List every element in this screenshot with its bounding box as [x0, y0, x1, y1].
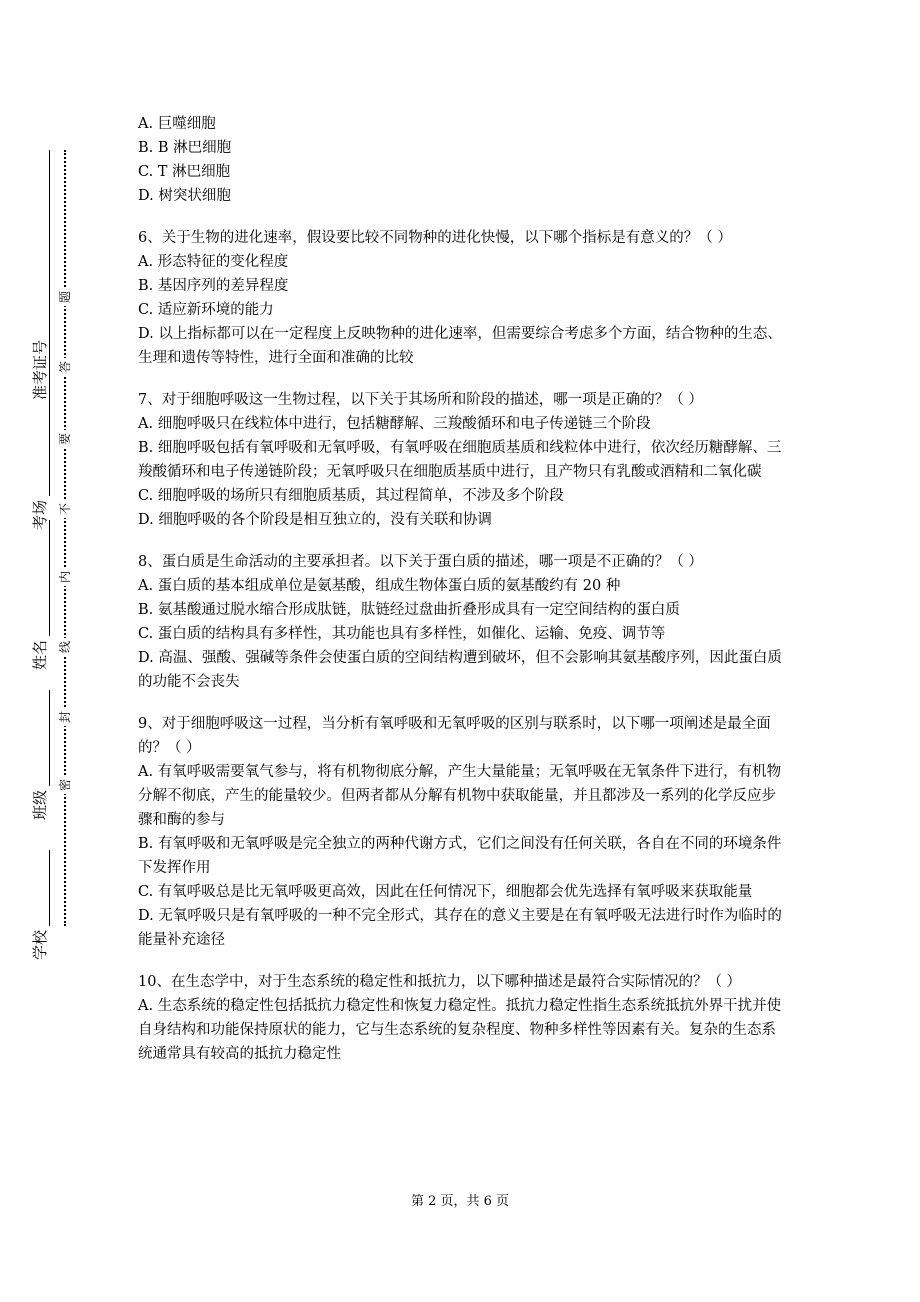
question-7: [138, 388, 788, 532]
seal-char: 内: [56, 568, 74, 586]
seal-char: 不: [56, 500, 74, 518]
option-line: A. 有氧呼吸需要氧气参与，将有机物彻底分解，产生大量能量；无氧呼吸在无氧条件下进行，有机物分解不彻底，产生的能量较少。但两者都从分解有机物中获取能量，并且都涉及一系列的化学反应步骤和酶的参与: [138, 764, 782, 828]
option-line: A. 生态系统的稳定性包括抵抗力稳定性和恢复力稳定性。抵抗力稳定性指生态系统抵抗外界干扰并使自身结构和功能保持原状的能力，它与生态系统的复杂程度、物种多样性等因素有关。复杂的生态系统通常具有较高的抵抗力稳定性: [138, 998, 782, 1062]
question-5-options: [138, 112, 788, 208]
question-10: [138, 970, 788, 1066]
option-line: C. 有氧呼吸总是比无氧呼吸更高效，因此在任何情况下，细胞都会优先选择有氧呼吸来获取能量: [138, 884, 753, 900]
option-line: D. 细胞呼吸的各个阶段是相互独立的，没有关联和协调: [138, 512, 492, 528]
seal-char: 线: [56, 638, 74, 656]
option-line: D. 高温、强酸、强碱等条件会使蛋白质的空间结构遭到破坏，但不会影响其氨基酸序列，因此蛋白质的功能不会丧失: [138, 650, 782, 690]
seal-char: 密: [56, 776, 74, 794]
school-field[interactable]: [12, 850, 60, 1100]
page-number: 第 2 页，共 6 页: [410, 1194, 510, 1209]
option-line: A. 形态特征的变化程度: [138, 254, 289, 270]
question-stem: 6、关于生物的进化速率，假设要比较不同物种的进化快慢，以下哪个指标是有意义的？（ ）: [138, 230, 732, 246]
exam-id-underline[interactable]: [29, 150, 50, 336]
question-9: [138, 712, 788, 952]
seal-char: 封: [56, 708, 74, 726]
exam-room-label: 考场: [31, 499, 49, 530]
option-line: D. 树突状细胞: [138, 188, 231, 204]
option-line: B. 氨基酸通过脱水缩合形成肽链，肽链经过盘曲折叠形成具有一定空间结构的蛋白质: [138, 602, 680, 618]
option-line: A. 巨噬细胞: [138, 116, 216, 132]
class-underline[interactable]: [29, 690, 50, 786]
option-line: A. 细胞呼吸只在线粒体中进行，包括糖酵解、三羧酸循环和电子传递链三个阶段: [138, 416, 651, 432]
option-line: B. B 淋巴细胞: [138, 140, 232, 156]
question-6: [138, 226, 788, 370]
option-line: D. 以上指标都可以在一定程度上反映物种的进化速率，但需要综合考虑多个方面，结合物种的生态、生理和遗传等特性，进行全面和准确的比较: [138, 326, 782, 366]
option-line: B. 基因序列的差异程度: [138, 278, 289, 294]
school-label: 学校: [31, 929, 49, 960]
option-line: B. 有氧呼吸和无氧呼吸是完全独立的两种代谢方式，它们之间没有任何关联，各自在不同的环境条件下发挥作用: [138, 836, 782, 876]
name-underline[interactable]: [29, 520, 50, 636]
option-line: D. 无氧呼吸只是有氧呼吸的一种不完全形式，其存在的意义主要是在有氧呼吸无法进行时作为临时的能量补充途径: [138, 908, 782, 948]
name-label: 姓名: [31, 639, 49, 670]
option-line: C. 蛋白质的结构具有多样性，其功能也具有多样性，如催化、运输、免疫、调节等: [138, 626, 666, 642]
question-stem: 7、对于细胞呼吸这一生物过程，以下关于其场所和阶段的描述，哪一项是正确的？（ ）: [138, 392, 703, 408]
exam-room-underline[interactable]: [29, 330, 50, 496]
school-underline[interactable]: [29, 850, 50, 926]
option-line: C. 细胞呼吸的场所只有细胞质基质，其过程简单，不涉及多个阶段: [138, 488, 564, 504]
question-stem: 9、对于细胞呼吸这一过程，当分析有氧呼吸和无氧呼吸的区别与联系时，以下哪一项阐述是最全面的？（ ）: [138, 716, 771, 756]
question-stem: 10、在生态学中，对于生态系统的稳定性和抵抗力，以下哪种描述是最符合实际情况的？（ ）: [138, 974, 742, 990]
exam-id-label: 准考证号: [31, 339, 49, 400]
class-label: 班级: [31, 789, 49, 820]
option-line: C. 适应新环境的能力: [138, 302, 274, 318]
question-8: [138, 550, 788, 694]
question-content: [138, 112, 788, 1084]
option-line: A. 蛋白质的基本组成单位是氨基酸，组成生物体蛋白质的氨基酸约有 20 种: [138, 578, 621, 594]
option-line: C. T 淋巴细胞: [138, 164, 231, 180]
seal-char: 要: [56, 430, 74, 448]
question-stem: 8、蛋白质是生命活动的主要承担者。以下关于蛋白质的描述，哪一项是不正确的？（ ）: [138, 554, 703, 570]
seal-dotted-line: [64, 150, 66, 926]
seal-char: 答: [56, 358, 74, 376]
seal-char: 题: [56, 288, 74, 306]
binding-margin: [0, 0, 100, 1302]
option-line: B. 细胞呼吸包括有氧呼吸和无氧呼吸，有氧呼吸在细胞质基质和线粒体中进行，依次经历糖酵解、三羧酸循环和电子传递链阶段；无氧呼吸只在细胞质基质中进行，且产物只有乳酸或酒精和二氧化碳: [138, 440, 782, 480]
